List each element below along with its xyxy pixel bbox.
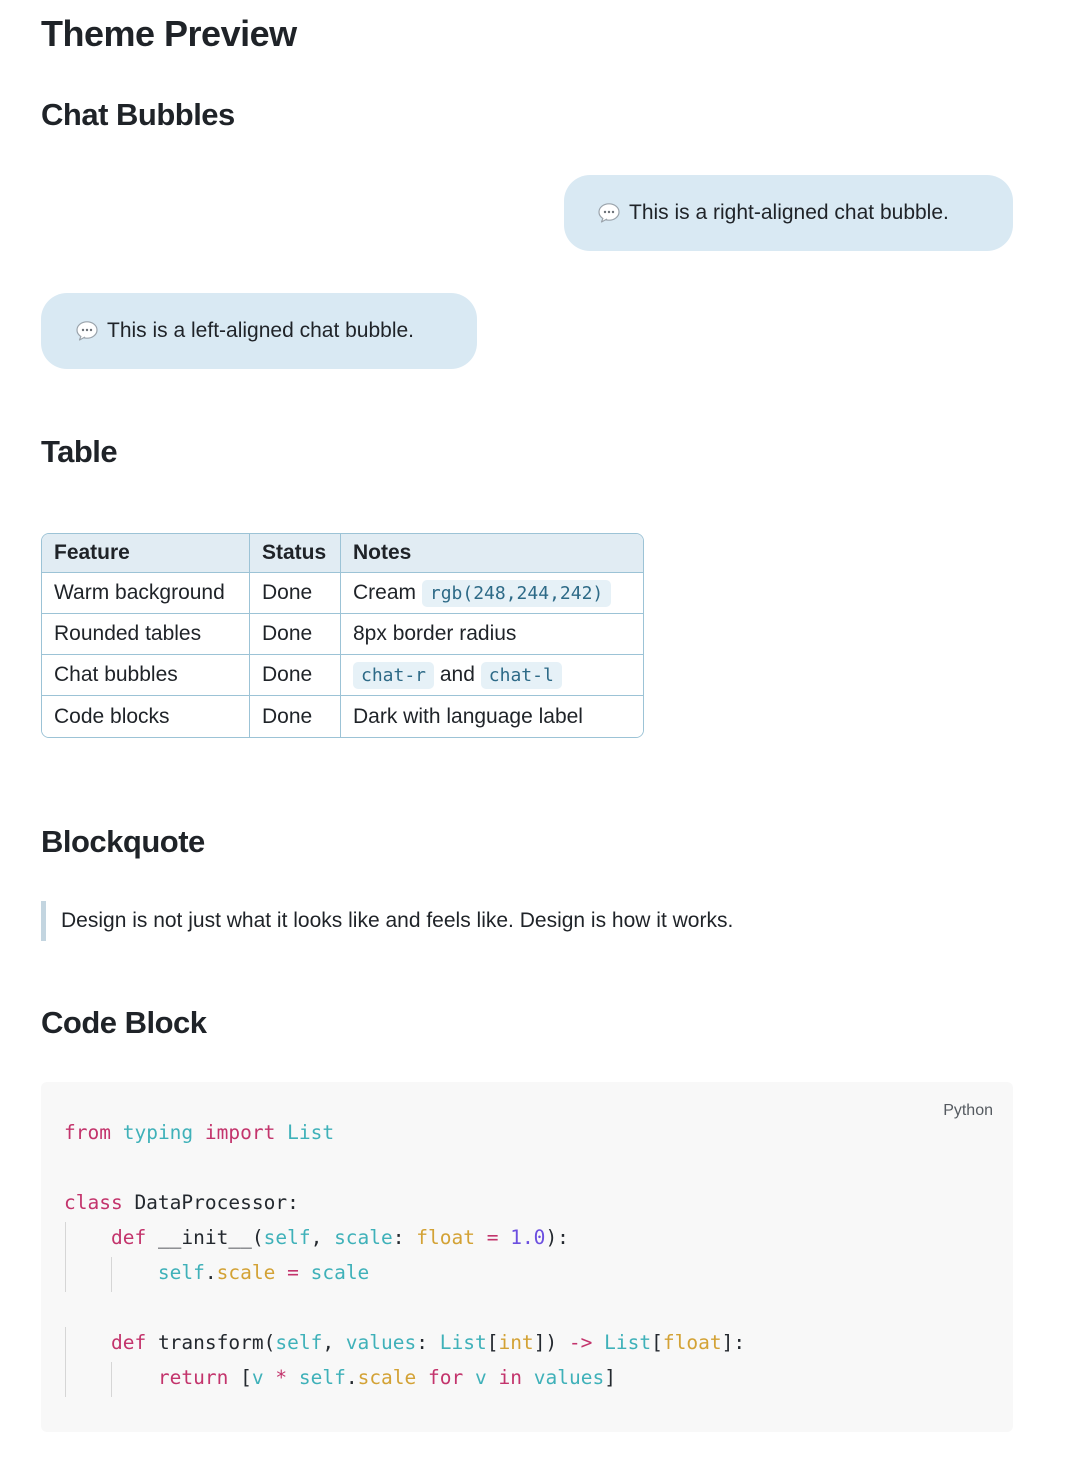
chat-bubble-right [564,175,1013,251]
inline-code: rgb(248,244,242) [422,580,611,607]
notes-text: Cream [353,581,417,604]
cell-feature: Chat bubbles [42,655,250,696]
cell-feature: Code blocks [42,696,250,737]
column-header-feature: Feature [42,534,250,573]
cell-status: Done [250,614,341,655]
cell-status: Done [250,696,341,737]
chat-bubble-right-text: This is a right-aligned chat bubble. [629,201,949,224]
code-block-heading: Code Block [41,1005,207,1040]
blockquote-heading: Blockquote [41,824,205,859]
table-row [42,655,643,696]
column-header-status: Status [250,534,341,573]
code-line: return [v * self.scale for v in values] [157,1366,616,1389]
table-row [42,614,643,655]
chat-bubble-left-text: This is a left-aligned chat bubble. [107,319,415,342]
table-heading: Table [41,434,118,469]
blockquote [41,901,941,941]
cell-status: Done [250,655,341,696]
column-header-notes: Notes [341,534,643,573]
cell-feature: Rounded tables [42,614,250,655]
cell-notes [341,573,643,614]
table-row [42,696,643,737]
feature-table [41,533,644,738]
code-line: class DataProcessor: [64,1191,299,1214]
cell-notes: Dark with language label [341,696,643,737]
chat-bubble-left [41,293,477,369]
code-content [64,1115,745,1395]
inline-code: chat-r [353,662,434,689]
code-block [41,1082,1013,1432]
table-row [42,573,643,614]
speech-bubble-icon [76,321,98,341]
cell-notes: 8px border radius [341,614,643,655]
blockquote-text: Design is not just what it looks like and feels like. Design is how it works. [61,909,734,932]
cell-feature: Warm background [42,573,250,614]
code-line: def __init__(self, scale: float = 1.0): [110,1226,569,1249]
chat-bubbles-heading: Chat Bubbles [41,97,235,132]
cell-notes [341,655,643,696]
speech-bubble-icon [598,203,620,223]
table-header-row [42,534,643,573]
code-language-label: Python [943,1102,993,1119]
cell-status: Done [250,573,341,614]
inline-code: chat-l [481,662,562,689]
page-title: Theme Preview [41,13,297,54]
notes-joiner: and [439,663,475,686]
code-line: def transform(self, values: List[int]) -> List[float]: [110,1331,746,1354]
code-line: from typing import List [64,1121,335,1144]
code-line: self.scale = scale [157,1261,370,1284]
